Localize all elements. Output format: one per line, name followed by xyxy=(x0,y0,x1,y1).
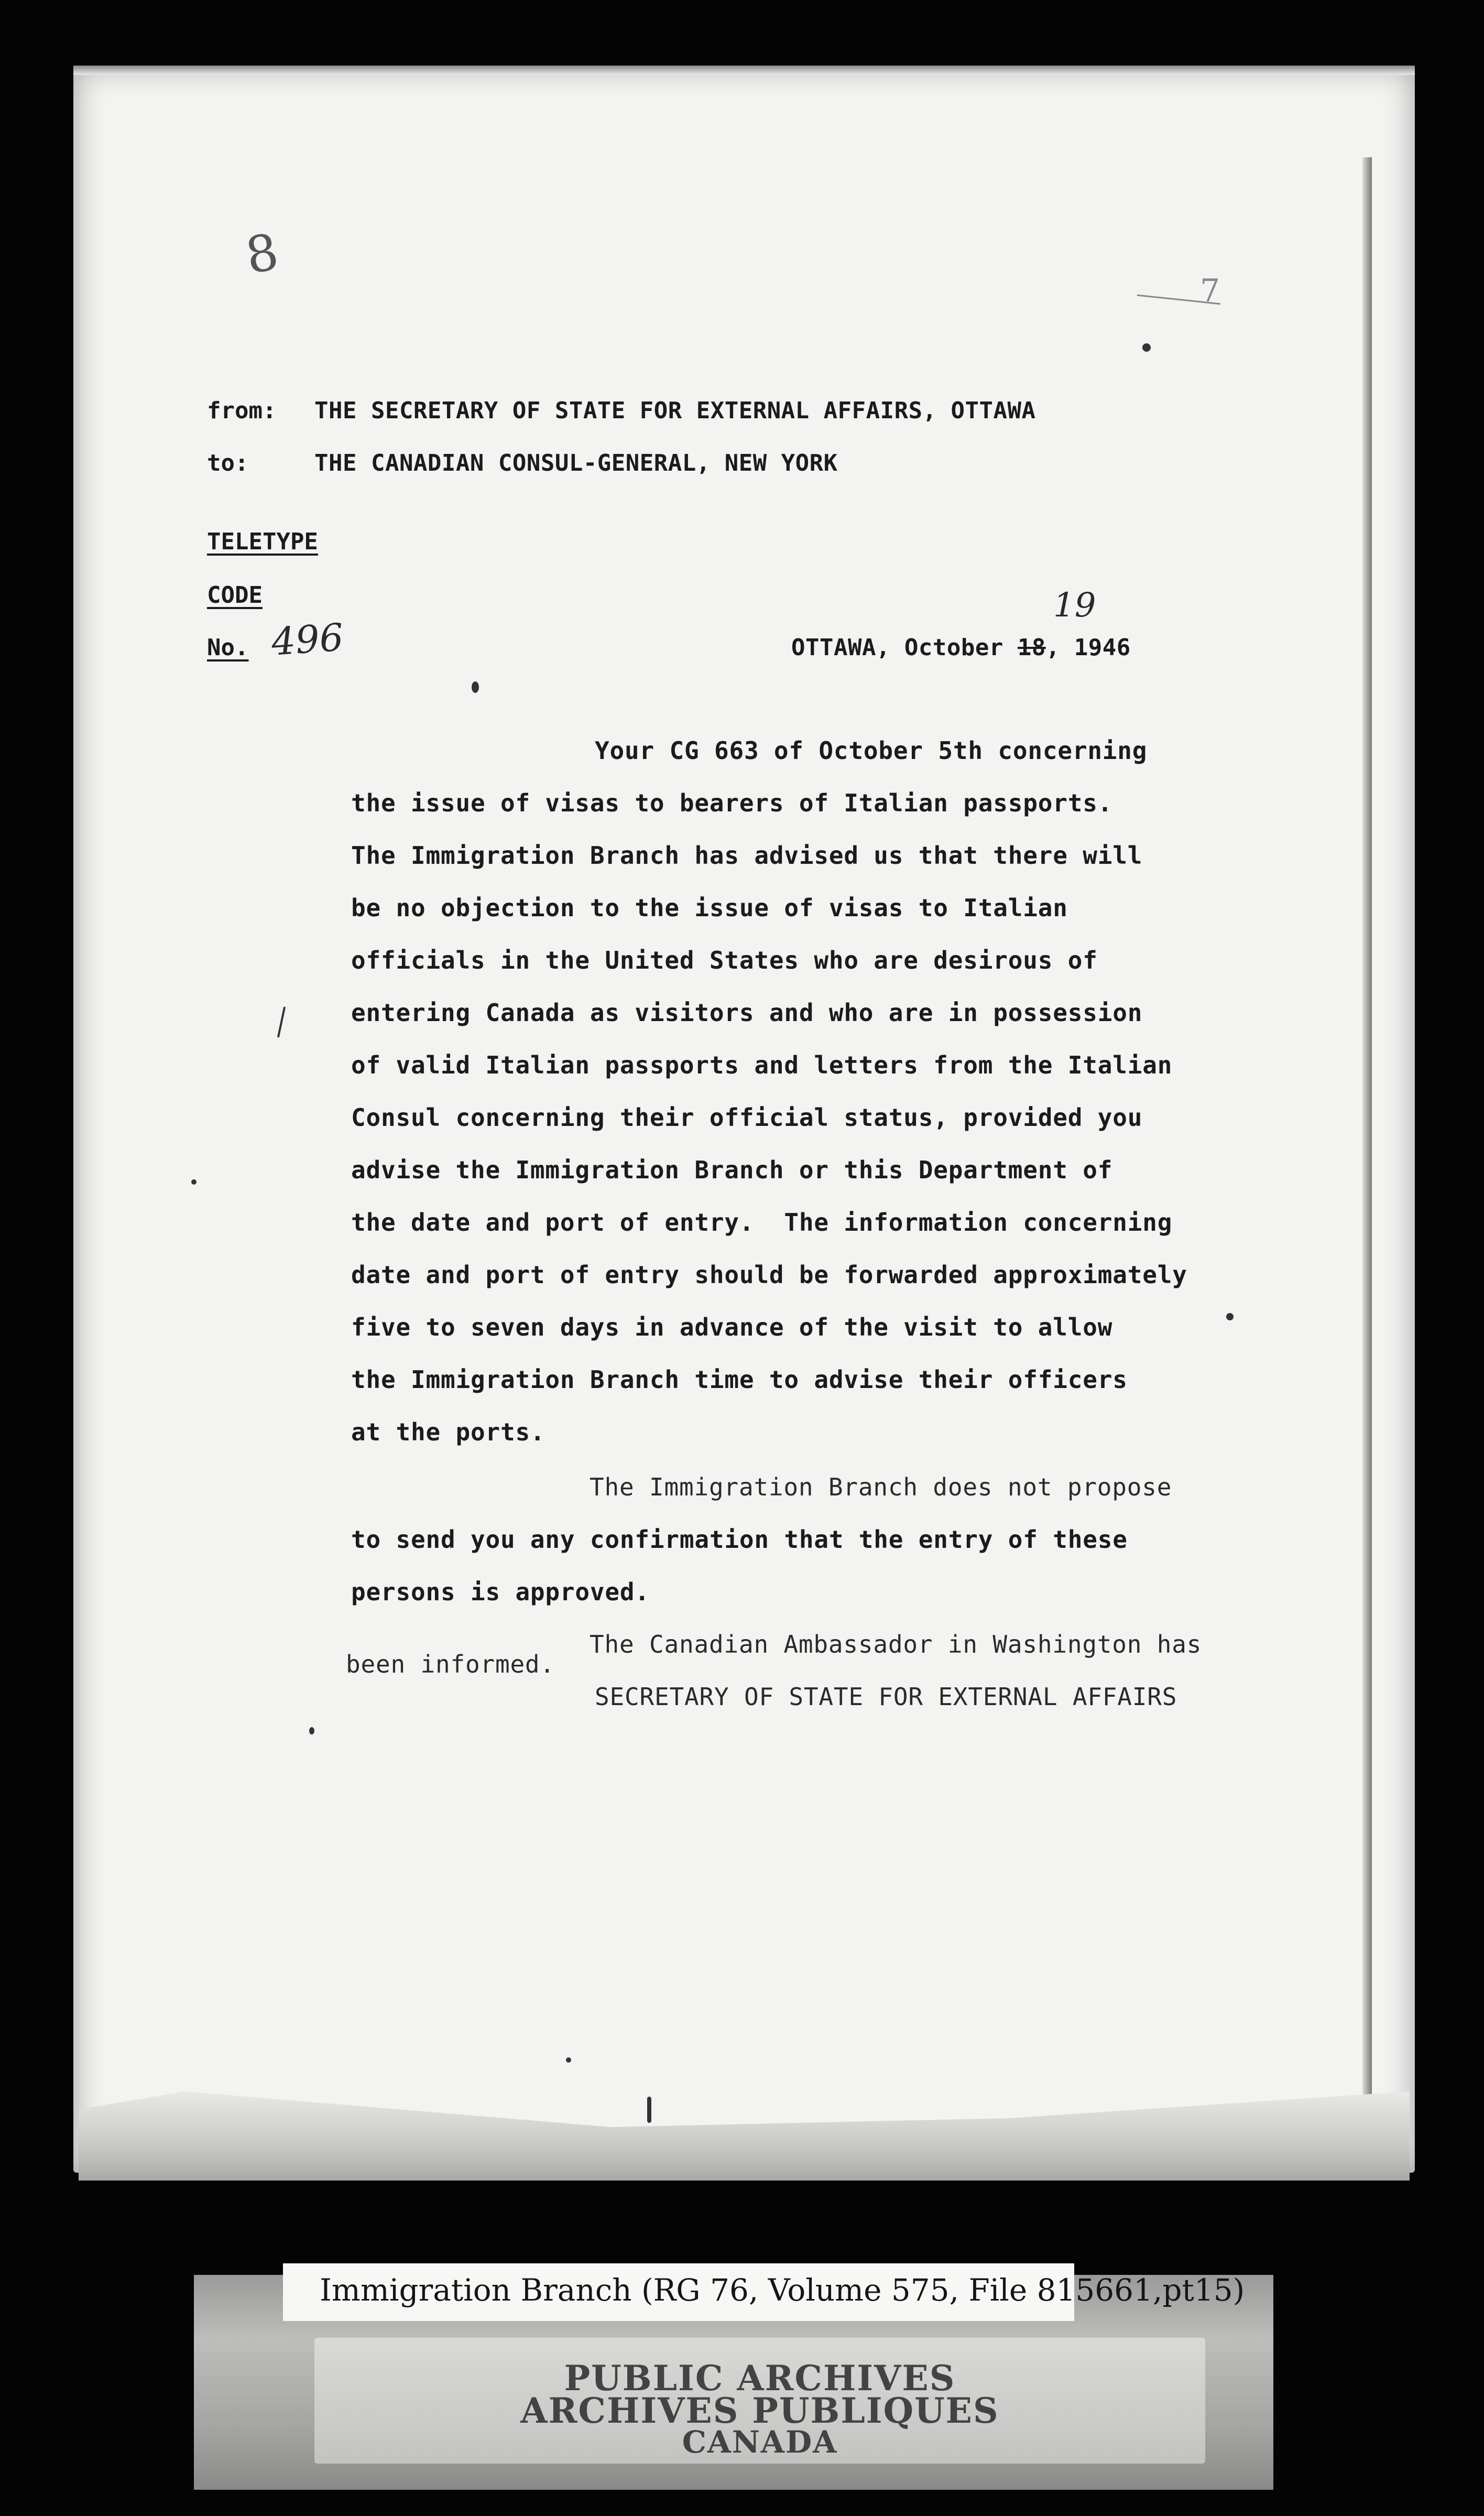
signature-line: SECRETARY OF STATE FOR EXTERNAL AFFAIRS xyxy=(595,1683,1177,1711)
body-line: The Immigration Branch does not propose xyxy=(590,1473,1172,1501)
archive-stamp-line: CANADA xyxy=(682,2424,838,2460)
scan-speck xyxy=(1142,343,1151,352)
scan-speck xyxy=(647,2097,651,2123)
scan-speck xyxy=(191,1179,197,1185)
scan-speck xyxy=(309,1727,314,1734)
body-line: officials in the United States who are desirous of xyxy=(351,946,1098,974)
archive-reference-label: Immigration Branch (RG 76, Volume 575, File 815661,pt15) xyxy=(320,2272,1245,2308)
body-line: five to seven days in advance of the visit to allow xyxy=(351,1313,1113,1341)
archive-stamp-line: ARCHIVES PUBLIQUES xyxy=(520,2390,999,2431)
body-line: of valid Italian passports and letters from the Italian xyxy=(351,1051,1173,1079)
body-line: The Canadian Ambassador in Washington has xyxy=(590,1630,1202,1658)
scan-speck xyxy=(1226,1313,1234,1320)
code-label: CODE xyxy=(207,582,263,609)
from-label: from: xyxy=(207,397,277,424)
body-line: advise the Immigration Branch or this Department of xyxy=(351,1156,1113,1184)
body-line: Consul concerning their official status, provided you xyxy=(351,1103,1143,1132)
body-line: The Immigration Branch has advised us that there will xyxy=(351,841,1143,870)
body-line: been informed. xyxy=(346,1650,555,1678)
body-line: persons is approved. xyxy=(351,1578,650,1606)
body-line: be no objection to the issue of visas to Italian xyxy=(351,894,1068,922)
place-date-prefix: OTTAWA, October xyxy=(791,634,1018,661)
to-label: to: xyxy=(207,450,249,476)
body-line: entering Canada as visitors and who are in possession xyxy=(351,999,1143,1027)
body-line: date and port of entry should be forwarded approximately xyxy=(351,1261,1187,1289)
body-line: the date and port of entry. The information concerning xyxy=(351,1208,1173,1237)
struck-day: 18 xyxy=(1017,634,1046,661)
handwritten-day: 19 xyxy=(1053,586,1096,625)
body-line: Your CG 663 of October 5th concerning xyxy=(595,736,1148,765)
number-label: No. xyxy=(207,634,249,661)
corner-pencil-mark: 7 xyxy=(1200,273,1220,309)
to-value: THE CANADIAN CONSUL-GENERAL, NEW YORK xyxy=(314,450,838,476)
date-year: , 1946 xyxy=(1045,634,1131,661)
handwritten-folio-mark: 8 xyxy=(241,223,283,286)
body-line: at the ports. xyxy=(351,1418,545,1446)
body-line: to send you any confirmation that the entry of these xyxy=(351,1525,1128,1554)
teletype-label: TELETYPE xyxy=(207,528,318,555)
sheet-top-edge xyxy=(73,66,1415,75)
sheet-right-edge xyxy=(1362,157,1372,2149)
handwritten-number: 496 xyxy=(270,615,345,664)
body-line: the issue of visas to bearers of Italian passports. xyxy=(351,789,1113,817)
scan-speck xyxy=(566,2057,571,2063)
body-line: the Immigration Branch time to advise their officers xyxy=(351,1365,1128,1394)
place-date xyxy=(791,634,1131,661)
scan-speck xyxy=(472,681,479,693)
from-value: THE SECRETARY OF STATE FOR EXTERNAL AFFAIRS, OTTAWA xyxy=(314,397,1036,424)
archive-stamp-line: PUBLIC ARCHIVES xyxy=(564,2358,956,2399)
